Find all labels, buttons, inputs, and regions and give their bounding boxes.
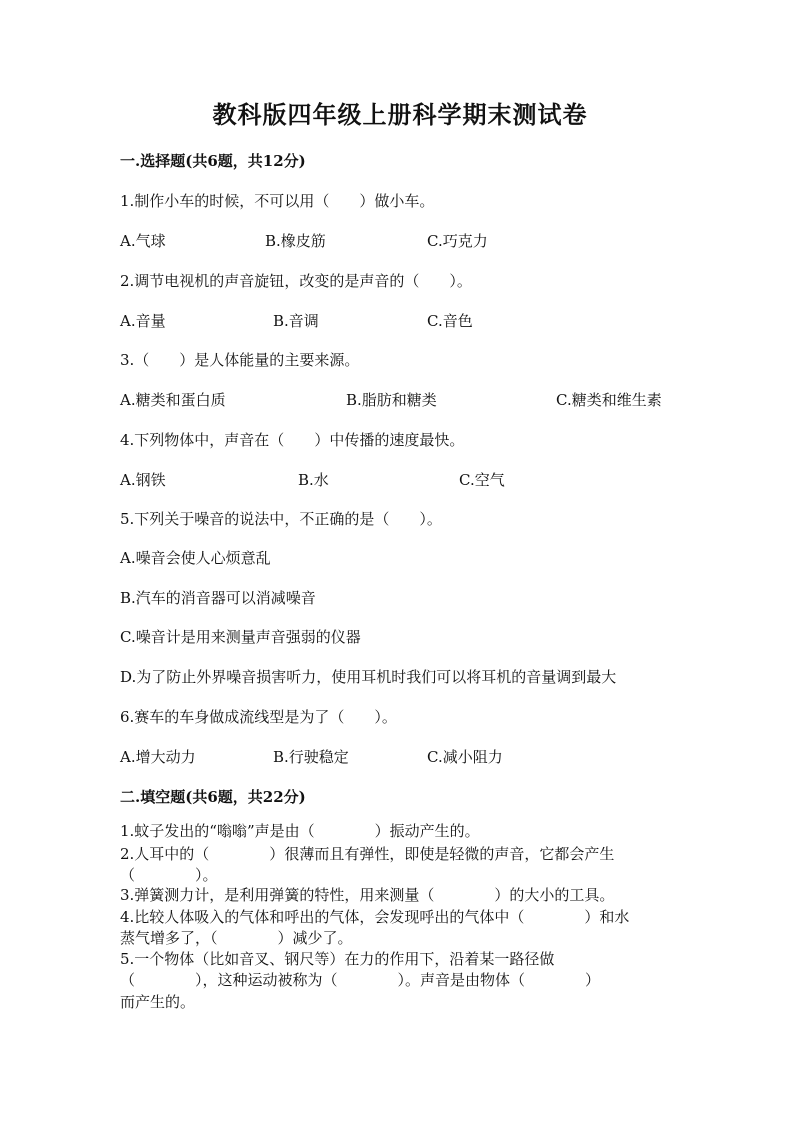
question-2-option-b: B.音调 — [273, 312, 319, 330]
question-stem-5: 5.下列关于噪音的说法中，不正确的是（ ）。 — [120, 510, 442, 528]
fill-line-5-end: 而产生的。 — [120, 993, 196, 1011]
fill-line-5-cont: （ ），这种运动被称为（ ）。声音是由物体（ ） — [120, 971, 601, 989]
question-4-option-c: C.空气 — [459, 471, 505, 489]
fill-line-1: 1.蚊子发出的“嗡嗡”声是由（ ）振动产生的。 — [120, 822, 480, 840]
question-5-option-c: C.噪音计是用来测量声音强弱的仪器 — [120, 628, 361, 646]
question-1-option-c: C.巧克力 — [427, 232, 488, 250]
section-heading-choice: 一.选择题(共6题，共12分) — [120, 152, 306, 170]
question-3-option-b: B.脂肪和糖类 — [346, 391, 437, 409]
question-stem-1: 1.制作小车的时候，不可以用（ ）做小车。 — [120, 192, 435, 210]
question-1-option-b: B.橡皮筋 — [265, 232, 326, 250]
page-title: 教科版四年级上册科学期末测试卷 — [212, 100, 588, 129]
question-stem-4: 4.下列物体中，声音在（ ）中传播的速度最快。 — [120, 431, 465, 449]
question-1-option-a: A.气球 — [120, 232, 166, 250]
question-3-option-a: A.糖类和蛋白质 — [120, 391, 226, 409]
question-stem-6: 6.赛车的车身做成流线型是为了（ ）。 — [120, 708, 397, 726]
fill-line-5: 5.一个物体（比如音叉、钢尺等）在力的作用下，沿着某一路径做 — [120, 950, 555, 968]
question-5-option-d: D.为了防止外界噪音损害听力，使用耳机时我们可以将耳机的音量调到最大 — [120, 668, 617, 686]
question-stem-3: 3.（ ）是人体能量的主要来源。 — [120, 351, 360, 369]
question-stem-2: 2.调节电视机的声音旋钮，改变的是声音的（ ）。 — [120, 272, 472, 290]
question-5-option-a: A.噪音会使人心烦意乱 — [120, 549, 271, 567]
question-4-option-b: B.水 — [298, 471, 329, 489]
fill-line-4-cont: 蒸气增多了，（ ）减少了。 — [120, 929, 353, 947]
fill-line-2: 2.人耳中的（ ）很薄而且有弹性，即使是轻微的声音，它都会产生 — [120, 845, 615, 863]
question-2-option-c: C.音色 — [427, 312, 473, 330]
question-4-option-a: A.钢铁 — [120, 471, 166, 489]
question-6-option-a: A.增大动力 — [120, 748, 196, 766]
question-2-option-a: A.音量 — [120, 312, 166, 330]
section-heading-fill: 二.填空题(共6题，共22分) — [120, 788, 306, 806]
fill-line-2-cont: （ ）。 — [120, 866, 218, 884]
question-6-option-c: C.减小阻力 — [427, 748, 503, 766]
fill-line-3: 3.弹簧测力计，是利用弹簧的特性，用来测量（ ）的大小的工具。 — [120, 886, 615, 904]
question-3-option-c: C.糖类和维生素 — [556, 391, 662, 409]
question-5-option-b: B.汽车的消音器可以消减噪音 — [120, 589, 316, 607]
fill-line-4: 4.比较人体吸入的气体和呼出的气体，会发现呼出的气体中（ ）和水 — [120, 908, 630, 926]
question-6-option-b: B.行驶稳定 — [273, 748, 349, 766]
